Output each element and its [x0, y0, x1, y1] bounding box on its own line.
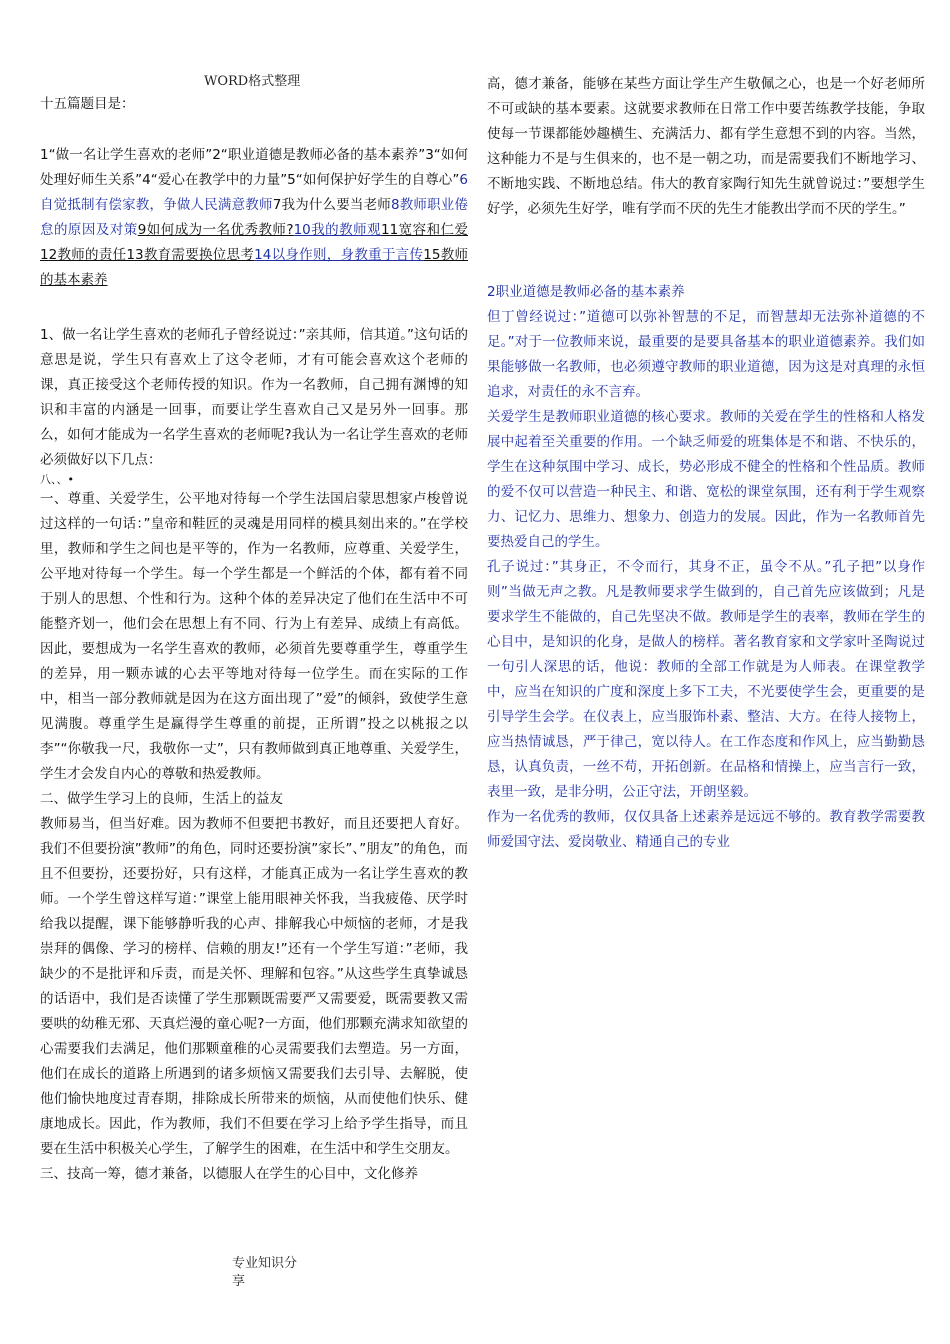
- toc-item-10: 10我的教师观: [293, 222, 382, 238]
- toc-items-11-13: 11宽容和仁爱12教师的责任13教育需要换位思考: [40, 222, 468, 263]
- toc-item-9: 9如何成为一名优秀教师?: [137, 222, 294, 238]
- page-footer: 专业知识分享: [232, 1256, 298, 1289]
- article-2-para-2: 关爱学生是教师职业道德的核心要求。教师的关爱在学生的性格和人格发展中起着至关重要的作用。一个缺乏师爱的班集体是不和谐、不快乐的，学生在这种氛围中学习、成长，势必形成不健全的性格和个性品质。教师的爱不仅可以营造一种民主、和谐、宽松的课堂氛围，还有利于学生观察力、记忆力、思维力、想象力、创造力的发展。因此，作为一名教师首先要热爱自己的学生。: [487, 409, 925, 550]
- article-1-intro: 1、做一名让学生喜欢的老师孔子曾经说过：”亲其师，信其道。”这句话的意思是说，学生只有喜欢上了这令老师，才有可能会喜欢这个老师的课，真正接受这个老师传授的知识。作为一名教师，自己拥有渊博的知识和丰富的内涵是一回事，而要让学生喜欢自己又是另外一回事。那么，如何才能成为一名学生喜欢的老师呢?我认为一名让学生喜欢的老师必须做好以下几点：: [40, 327, 468, 468]
- toc-items-1-5: 1“做一名让学生喜欢的老师”2“职业道德是教师必备的基本素养”3“如何处理好师生关系”4“爱心在教学中的力量”5“如何保护好学生的自尊心”: [40, 147, 468, 188]
- toc-item-7: 7我为什么要当老师: [272, 197, 391, 213]
- article-2-para-1: 但丁曾经说过：”道德可以弥补智慧的不足，而智慧却无法弥补道德的不足。”对于一位教师来说，最重要的是要具备基本的职业道德素养。我们如果能够做一名教师，也必须遵守教师的职业道德，因为这是对真理的永恒追求，对责任的永不言弃。: [487, 309, 925, 400]
- toc-list: [40, 143, 468, 293]
- page-header: WORD格式整理: [204, 74, 301, 89]
- toc-item-6: 6自觉抵制有偿家教，争做人民满意教师: [40, 172, 468, 213]
- left-column: [40, 92, 468, 1187]
- article-1-point-2: 教师易当，但当好难。因为教师不但要把书教好，而且还要把人育好。我们不但要扮演”教师”的角色，同时还要扮演”家长”、”朋友”的角色，而且不但要扮，还要扮好，只有这样，才能真正成为一名让学生喜欢的教师。一个学生曾这样写道：”课堂上能用眼神关怀我，当我疲倦、厌学时给我以提醒，课下能够静听我的心声、排解我心中烦恼的老师，才是我崇拜的偶像、学习的榜样、信赖的朋友!”还有一个学生写道：”老师，我缺少的不是批评和斥责，而是关怀、理解和包容。”从这些学生真挚诚恳的话语中，我们是否读懂了学生那颗既需要严又需要爱，既需要教又需要哄的幼稚无邪、天真烂漫的童心呢?一方面，他们那颗充满求知欲望的心需要我们去满足，他们那颗童稚的心灵需要我们去塑造。另一方面，他们在成长的道路上所遇到的诸多烦恼又需要我们去引导、去解脱，使他们愉快地度过青春期，排除成长所带来的烦恼，从而使他们快乐、健康地成长。因此，作为教师，我们不但要在学习上给予学生指导，而且要在生活中积极关心学生，了解学生的困难，在生活中和学生交朋友。: [40, 816, 468, 1157]
- article-2-para-3: 孔子说过：”其身正，不令而行，其身不正，虽令不从。”孔子把”以身作则”当做无声之教。凡是教师要求学生做到的，自己首先应该做到；凡是要求学生不能做的，自己先坚决不做。教师是学生的表率，教师在学生的心目中，是知识的化身，是做人的榜样。著名教育家和文学家叶圣陶说过一句引人深思的话，他说：教师的全部工作就是为人师表。在课堂教学中，应当在知识的广度和深度上多下工夫，不光要使学生会，更重要的是引导学生会学。在仪表上，应当服饰朴素、整洁、大方。在待人接物上，应当热情诚恳，严于律己，宽以待人。在工作态度和作风上，应当勤勤恳恳，认真负责，一丝不苟，开拓创新。在品格和情操上，应当言行一致，表里一致，是非分明，公正守法，开朗坚毅。: [487, 559, 925, 800]
- stray-mark: 八、、•: [40, 473, 74, 486]
- toc-item-8: 8教师职业倦怠的原因及对策: [40, 197, 468, 238]
- article-1-point-3-cont: 高，德才兼备，能够在某些方面让学生产生敬佩之心，也是一个好老师所不可或缺的基本要素。这就要求教师在日常工作中要苦练教学技能，争取使每一节课都能妙趣横生、充满活力、都有学生意想不到的内容。当然，这种能力不是与生俱来的，也不是一朝之功，而是需要我们不断地学习、不断地实践、不断地总结。伟大的教育家陶行知先生就曾说过：”要想学生好学，必须先生好学，唯有学而不厌的先生才能教出学而不厌的学生。”: [487, 76, 925, 217]
- article-2-para-4: 作为一名优秀的教师，仅仅具备上述素养是远远不够的。教育教学需要教师爱国守法、爱岗敬业、精通自己的专业: [487, 809, 925, 850]
- right-column: [487, 72, 925, 855]
- article-1-point-1: 一、尊重、关爱学生，公平地对待每一个学生法国启蒙思想家卢梭曾说过这样的一句话：”皇帝和鞋匠的灵魂是用同样的模具刻出来的。”在学校里，教师和学生之间也是平等的，作为一名教师，应尊重、关爱学生，公平地对待每一个学生。每一个学生都是一个鲜活的个体，都有着不同于别人的思想、个性和行为。这种个体的差异决定了他们在生活中不可能整齐划一，他们会在思想上有不同、行为上有差异、成绩上有高低。因此，要想成为一名学生喜欢的教师，必须首先要尊重学生，尊重学生的差异，用一颗赤诚的心去平等地对待每一位学生。而在实际的工作中，相当一部分教师就是因为在这方面出现了”爱”的倾斜，致使学生意见满腹。尊重学生是赢得学生尊重的前提，正所谓”投之以桃报之以李”“你敬我一尺，我敬你一丈”，只有教师做到真正地尊重、关爱学生，学生才会发自内心的尊敬和热爱教师。: [40, 491, 468, 782]
- toc-heading: 十五篇题目是：: [40, 96, 135, 112]
- article-1-point-2-title: 二、做学生学习上的良师，生活上的益友: [40, 791, 283, 807]
- article-1-point-3-start: 三、技高一筹，德才兼备，以德服人在学生的心目中，文化修养: [40, 1166, 418, 1182]
- toc-item-15: 15教师的基本素养: [40, 247, 468, 288]
- article-2-title: 2职业道德是教师必备的基本素养: [487, 284, 685, 300]
- toc-item-14: 14以身作则，身教重于言传: [254, 247, 424, 263]
